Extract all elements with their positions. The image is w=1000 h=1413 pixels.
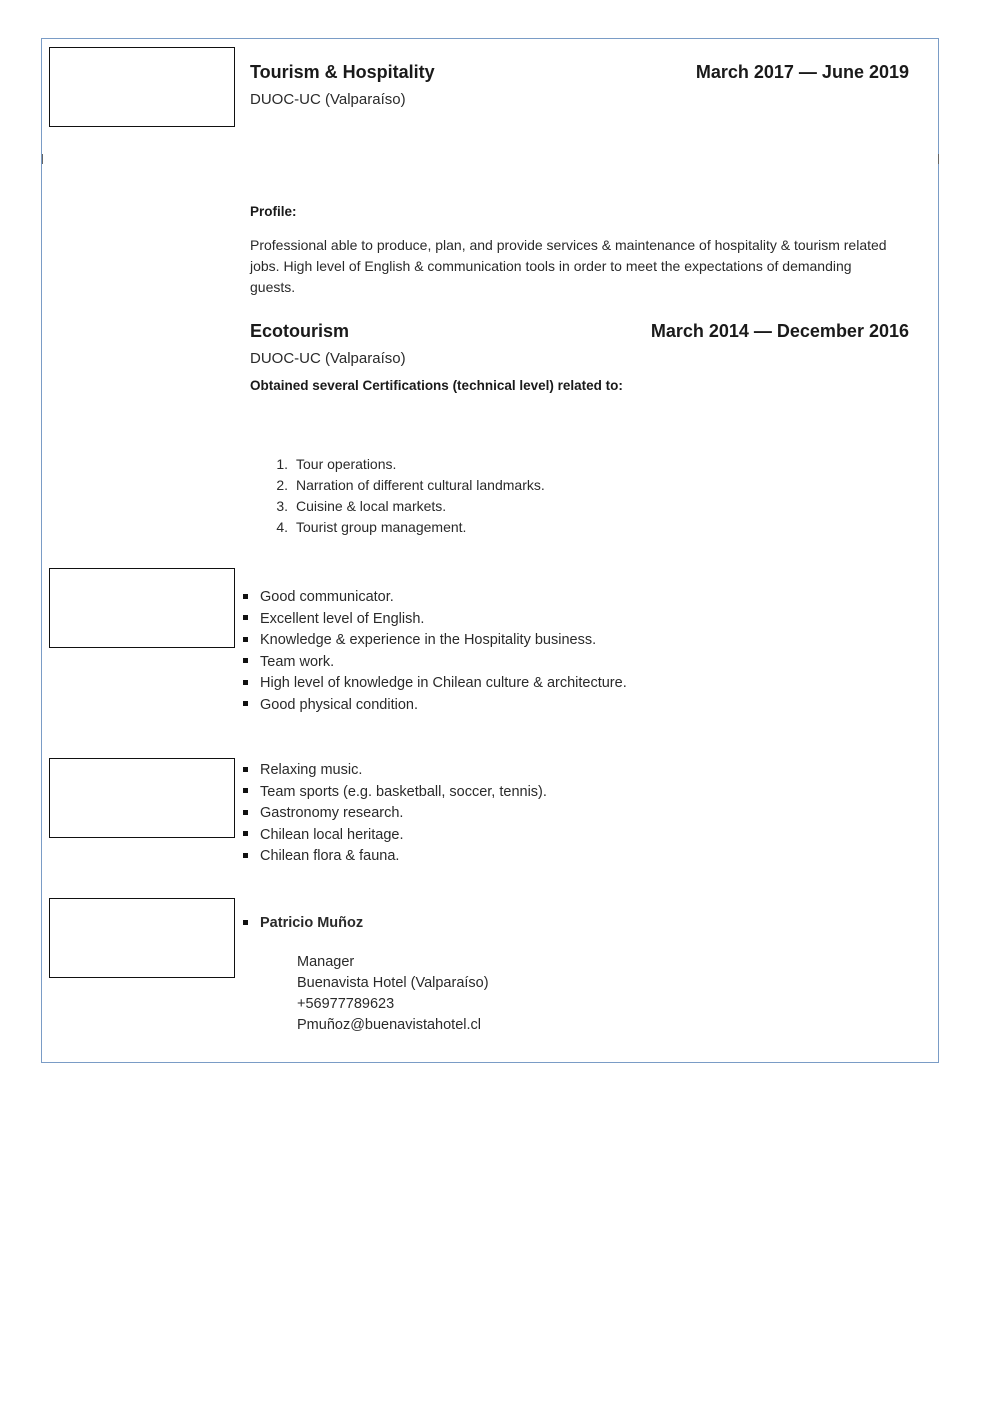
bullet-icon xyxy=(243,680,248,685)
list-item: Good physical condition. xyxy=(243,695,627,717)
bullet-icon xyxy=(243,810,248,815)
reference-phone: +56977789623 xyxy=(297,996,395,1012)
list-item: 2. Narration of different cultural landmarks. xyxy=(276,477,545,493)
list-item: Good communicator. xyxy=(243,587,627,609)
reference-contact xyxy=(297,952,489,1036)
list-item: Knowledge & experience in the Hospitality business. xyxy=(243,630,627,652)
bullet-icon xyxy=(243,788,248,793)
education-2-school: DUOC-UC (Valparaíso) xyxy=(250,350,406,367)
frame-tick-left xyxy=(42,154,43,164)
certifications-note: Obtained several Certifications (technical level) related to: xyxy=(250,378,623,393)
reference-company: Buenavista Hotel (Valparaíso) xyxy=(297,975,489,991)
education-1-school: DUOC-UC (Valparaíso) xyxy=(250,91,406,108)
education-2-title: Ecotourism xyxy=(250,321,350,341)
list-item: Team sports (e.g. basketball, soccer, tennis). xyxy=(243,782,547,804)
skills-list xyxy=(243,587,627,716)
interests-list xyxy=(243,760,547,868)
reference-role: Manager xyxy=(297,954,355,970)
education-2-dates: March 2014 — December 2016 xyxy=(650,321,909,341)
bullet-icon xyxy=(243,920,248,925)
list-item: Chilean local heritage. xyxy=(243,825,547,847)
list-item: High level of knowledge in Chilean culture & architecture. xyxy=(243,673,627,695)
frame-tick-right xyxy=(938,154,939,164)
bullet-icon xyxy=(243,594,248,599)
education-1-title: Tourism & Hospitality xyxy=(250,62,435,82)
bullet-icon xyxy=(243,637,248,642)
reference-name: Patricio Muñoz xyxy=(260,915,364,931)
profile-text: Professional able to produce, plan, and provide services & maintenance of hospitality & tourism related jobs. High level of English & communication tools in order to meet the expectations of demanding guests. xyxy=(250,237,887,295)
interests-heading-box[interactable] xyxy=(49,758,235,838)
list-item: Relaxing music. xyxy=(243,760,547,782)
education-1-dates: March 2017 — June 2019 xyxy=(695,62,909,82)
bullet-icon xyxy=(243,615,248,620)
reference-email: Pmuñoz@buenavistahotel.cl xyxy=(297,1017,481,1033)
list-item: Excellent level of English. xyxy=(243,609,627,631)
education-heading-box[interactable] xyxy=(49,47,235,127)
profile-label: Profile: xyxy=(250,204,297,219)
bullet-icon xyxy=(243,658,248,663)
list-item: Chilean flora & fauna. xyxy=(243,846,547,868)
bullet-icon xyxy=(243,701,248,706)
list-item: 3. Cuisine & local markets. xyxy=(276,498,447,514)
list-item xyxy=(243,913,363,935)
bullet-icon xyxy=(243,767,248,772)
list-item: Gastronomy research. xyxy=(243,803,547,825)
bullet-icon xyxy=(243,853,248,858)
references-heading-box[interactable] xyxy=(49,898,235,978)
reference-entry xyxy=(243,913,363,935)
list-item: 1. Tour operations. xyxy=(276,456,397,472)
list-item: Team work. xyxy=(243,652,627,674)
bullet-icon xyxy=(243,831,248,836)
list-item: 4. Tourist group management. xyxy=(276,519,467,535)
certifications-list xyxy=(264,454,545,538)
skills-heading-box[interactable] xyxy=(49,568,235,648)
